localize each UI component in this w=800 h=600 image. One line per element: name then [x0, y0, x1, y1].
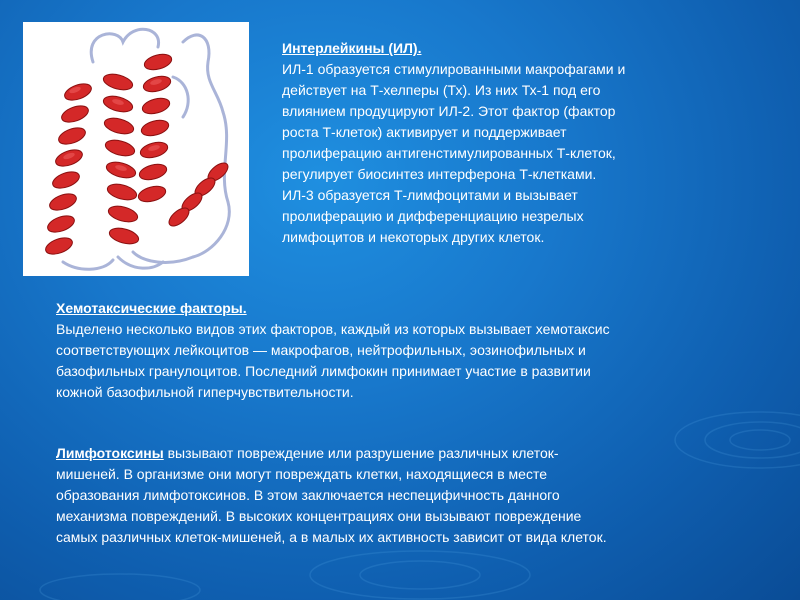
text-line: механизма повреждений. В высоких концентрациях они вызывают повреждение [56, 508, 582, 524]
text-line: действует на Т-хелперы (Тх). Из них Тх-1 под его [282, 82, 601, 98]
text-line [56, 443, 607, 464]
text-line: пролиферацию и дифференциацию незрелых [282, 208, 584, 224]
text-line: мишеней. В организме они могут повреждать клетки, находящиеся в месте [56, 466, 547, 482]
text-line: ИЛ-3 образуется Т-лимфоцитами и вызывает [282, 187, 578, 203]
text-line: пролиферацию антигенстимулированных Т-клеток, [282, 145, 616, 161]
chemotactic-section [56, 298, 610, 403]
protein-ribbon-icon [23, 22, 249, 276]
text-line: образования лимфотоксинов. В этом заключается неспецифичность данного [56, 487, 560, 503]
helix-1 [43, 81, 93, 258]
text-line: роста Т-клеток) активирует и поддерживает [282, 124, 567, 140]
helix-3 [137, 52, 174, 205]
text-line: влиянием продуцируют ИЛ-2. Этот фактор (фактор [282, 103, 616, 119]
interleukins-heading: Интерлейкины (ИЛ). [282, 40, 422, 56]
text-line: самых различных клеток-мишеней, а в малых их активность зависит от вида клеток. [56, 529, 607, 545]
text-line: лимфоцитов и некоторых других клеток. [282, 229, 545, 245]
helix-4 [166, 160, 231, 230]
text-line: соответствующих лейкоцитов — макрофагов, нейтрофильных, эозинофильных и [56, 342, 586, 358]
text-line: ИЛ-1 образуется стимулированными макрофагами и [282, 61, 626, 77]
protein-structure-image [23, 22, 249, 276]
chemotactic-heading: Хемотаксические факторы. [56, 300, 247, 316]
text-line: Выделено несколько видов этих факторов, каждый из которых вызывает хемотаксис [56, 321, 610, 337]
text-line: кожной базофильной гиперчувствительности. [56, 384, 354, 400]
lymphotoxins-heading: Лимфотоксины [56, 445, 164, 461]
text-line: регулирует биосинтез интерферона Т-клетками. [282, 166, 597, 182]
helix-2 [102, 71, 141, 246]
lymphotoxins-section [56, 443, 607, 548]
interleukins-section [282, 38, 625, 248]
lymphotoxins-first-line: вызывают повреждение или разрушение различных клеток- [163, 445, 559, 461]
text-line: базофильных гранулоцитов. Последний лимфокин принимает участие в развитии [56, 363, 591, 379]
